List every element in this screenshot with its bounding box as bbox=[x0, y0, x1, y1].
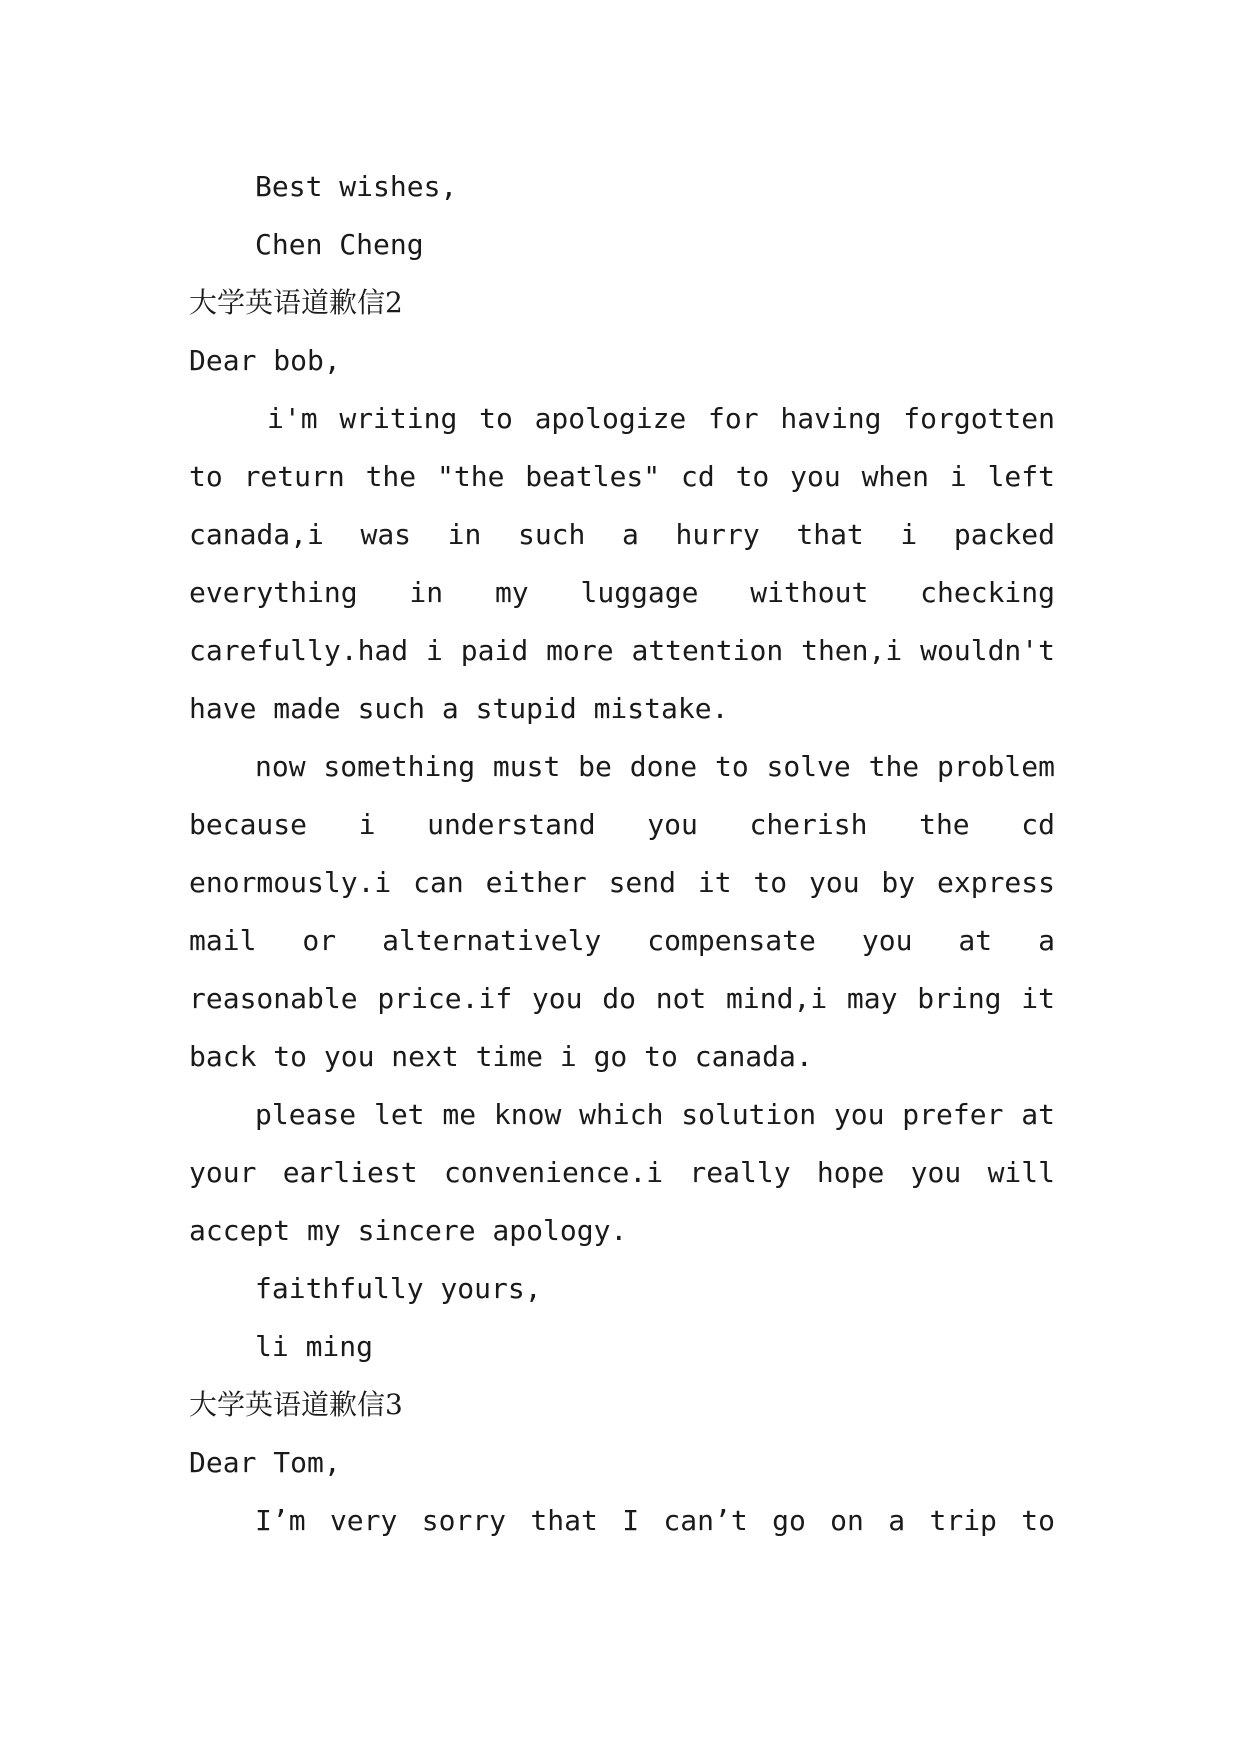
paragraph-line: canada,i was in such a hurry that i packed bbox=[189, 518, 1055, 551]
paragraph-line: please let me know which solution you prefer at bbox=[255, 1098, 1055, 1131]
letter-signature: li ming bbox=[255, 1330, 374, 1363]
paragraph-line: everything in my luggage without checking bbox=[189, 576, 1055, 609]
salutation: Dear Tom, bbox=[189, 1446, 341, 1479]
paragraph-line: to return the "the beatles" cd to you when i left bbox=[189, 460, 1055, 493]
paragraph-line: I’m very sorry that I can’t go on a trip to bbox=[255, 1504, 1055, 1537]
closing-name: Chen Cheng bbox=[255, 228, 424, 261]
letter-signoff: faithfully yours, bbox=[255, 1272, 542, 1305]
paragraph-line: because i understand you cherish the cd bbox=[189, 808, 1055, 841]
letter-heading: 大学英语道歉信2 bbox=[189, 286, 403, 319]
paragraph-line: i'm writing to apologize for having forgotten bbox=[267, 402, 1055, 435]
letter-heading: 大学英语道歉信3 bbox=[189, 1388, 403, 1421]
paragraph-line: your earliest convenience.i really hope you will bbox=[189, 1156, 1055, 1189]
document-body bbox=[189, 158, 1055, 1550]
paragraph-line: accept my sincere apology. bbox=[189, 1214, 628, 1247]
paragraph-line: have made such a stupid mistake. bbox=[189, 692, 729, 725]
paragraph-line: mail or alternatively compensate you at a bbox=[189, 924, 1055, 957]
paragraph-line: now something must be done to solve the problem bbox=[255, 750, 1055, 783]
paragraph-line: carefully.had i paid more attention then,i wouldn't bbox=[189, 634, 1055, 667]
paragraph-line: enormously.i can either send it to you by express bbox=[189, 866, 1055, 899]
salutation: Dear bob, bbox=[189, 344, 341, 377]
paragraph-line: reasonable price.if you do not mind,i may bring it bbox=[189, 982, 1055, 1015]
paragraph-line: back to you next time i go to canada. bbox=[189, 1040, 813, 1073]
closing-signoff: Best wishes, bbox=[255, 170, 458, 203]
